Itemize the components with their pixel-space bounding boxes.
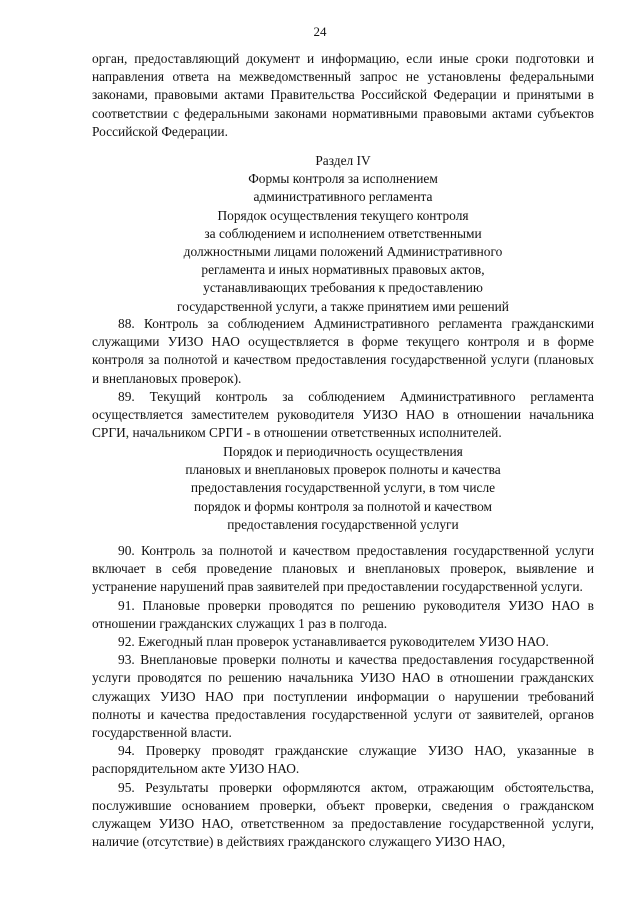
intro-paragraph: орган, предоставляющий документ и информацию, если иные сроки подготовки и направления ответа на межведомственный запрос не установлены федеральными законами, правовыми актами Правительства Российской Федерации и принятыми в соответствии с федеральными законами нормативными правовыми актами субъектов Российской Федерации. (92, 51, 594, 139)
paragraphs-group-b (92, 542, 594, 851)
section-title-line: государственной услуги, а также принятием ими решений (177, 298, 509, 314)
paragraph-91: 91. Плановые проверки проводятся по решению руководителя УИЗО НАО в отношении гражданских служащих 1 раз в полгода. (92, 597, 594, 631)
subsection-title-line: плановых и внеплановых проверок полноты и качества (185, 462, 501, 478)
section-heading (92, 152, 594, 316)
paragraph-94: 94. Проверку проводят гражданские служащие УИЗО НАО, указанные в распорядительном акте УИЗО НАО. (92, 743, 594, 777)
section-title-line: устанавливающих требования к предоставлению (203, 280, 483, 296)
subsection-heading (92, 443, 594, 534)
section-label: Раздел IV (315, 153, 371, 168)
paragraph-95: 95. Результаты проверки оформляются актом, отражающим обстоятельства, послужившие основанием проверки, объект проверки, сведения о гражданском служащем УИЗО НАО, ответственном за предоставление государственной услуги, наличие (отсутствие) в действиях гражданского служащего УИЗО НАО, (92, 779, 594, 850)
subsection-title-line: предоставления государственной услуги, в том числе (190, 480, 496, 496)
subsection-title-line: порядок и формы контроля за полнотой и качеством (193, 498, 493, 514)
paragraphs-group-a (92, 315, 594, 442)
paragraph-88: 88. Контроль за соблюдением Административного регламента гражданскими служащими УИЗО НАО осуществляется в форме текущего контроля и в форме контроля за полнотой и качеством предоставления государственной услуги (плановых и внеплановых проверок). (92, 316, 594, 386)
subsection-title-line: предоставления государственной услуги (227, 516, 459, 532)
section-title-line: должностными лицами положений Административного (183, 244, 503, 260)
paragraph-93: 93. Внеплановые проверки полноты и качества предоставления государственной услуги проводятся по решению начальника УИЗО НАО в отношении гражданских служащих УИЗО НАО при поступлении информации о нарушении требований полноты и качества предоставления государственной услуги от заявителей, органов государственной власти. (92, 652, 594, 741)
paragraph-90: 90. Контроль за полнотой и качеством предоставления государственной услуги включает в себя проведение плановых и внеплановых проверок, выявление и устранение нарушений прав заявителей при предоставлении государственной услуги. (92, 543, 594, 595)
page-number: 24 (313, 24, 327, 39)
section-title-line: Формы контроля за исполнением (248, 171, 438, 187)
section-title-line: регламента и иных нормативных правовых актов, (201, 262, 485, 278)
paragraph-89: 89. Текущий контроль за соблюдением Административного регламента осуществляется заместителем руководителя УИЗО НАО в отношении начальника СРГИ, начальником СРГИ - в отношении ответственных исполнителей. (92, 388, 594, 441)
section-title-line: за соблюдением и исполнением ответственными (204, 225, 482, 241)
paragraph-92: 92. Ежегодный план проверок устанавливается руководителем УИЗО НАО. (118, 634, 549, 650)
section-title-line: Порядок осуществления текущего контроля (217, 207, 469, 223)
subsection-title-line: Порядок и периодичность осуществления (223, 444, 463, 459)
section-title-line: административного регламента (253, 189, 433, 205)
